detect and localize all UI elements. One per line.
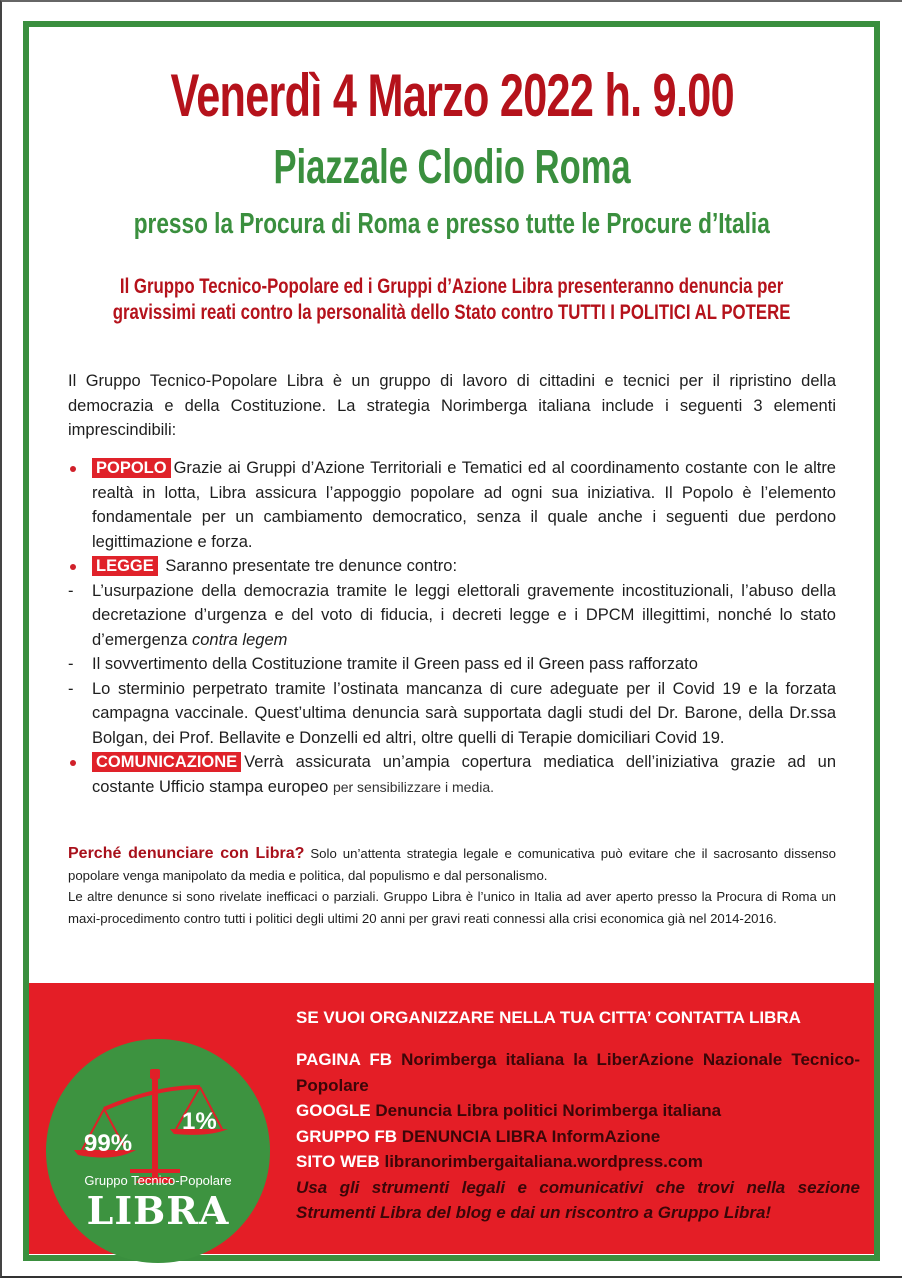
logo-left-pan: 99% <box>84 1130 133 1157</box>
why-text-2: Le altre denunce si sono rivelate inefficaci o parziali. Gruppo Libra è l’unico in Italia ad aver aperto presso la Procura di Roma un maxi-procedimento contro tutti i politici degli ultimi 20 anni per gravi reati connessi alla crisi economica già nel 2014-2016. <box>68 889 836 926</box>
contact-label: SITO WEB <box>296 1152 380 1171</box>
dash-icon: - <box>68 655 74 673</box>
intro-paragraph: Il Gruppo Tecnico-Popolare Libra è un gruppo di lavoro di cittadini e tecnici per il ripristino della democrazia e della Costituzione. La strategia Norimberga italiana include i seguenti 3 elementi imprescindibili: <box>68 372 836 439</box>
contact-label: GOOGLE <box>296 1101 371 1120</box>
call-to-action: Usa gli strumenti legali e comunicativi che trovi nella sezione Strumenti Libra del blog e dai un riscontro a Gruppo Libra! <box>296 1177 860 1222</box>
contact-value[interactable]: Norimberga italiana la LiberAzione Nazionale Tecnico-Popolare <box>296 1050 860 1095</box>
event-place: Piazzale Clodio Roma <box>273 141 631 194</box>
legge-text: Saranno presentate tre denunce contro: <box>165 557 458 575</box>
libra-logo <box>44 1037 272 1265</box>
elements-list <box>68 456 836 799</box>
logo-right-pan: 1% <box>182 1108 217 1135</box>
sub-item-text: Il sovvertimento della Costituzione tramite il Green pass ed il Green pass rafforzato <box>92 655 698 673</box>
sub-item-italic: contra legem <box>191 630 288 649</box>
why-lead: Perché denunciare con Libra? <box>68 845 305 862</box>
announcement-line-1: Il Gruppo Tecnico-Popolare ed i Gruppi d’Azione Libra presenteranno denuncia per <box>120 275 784 298</box>
sub-item-text: L’usurpazione della democrazia tramite le leggi elettorali gravemente incostituzionali, l’abuso della decretazione d’urgenza e del voto di fiducia, i decreti legge e i DPCM illegittimi, nonché lo stato d’emergenza <box>92 581 836 649</box>
announcement-line-2: gravissimi reati contro la personalità dello Stato contro TUTTI I POLITICI AL POTERE <box>113 301 791 324</box>
sub-item <box>68 677 836 751</box>
comunicazione-note: per sensibilizzare i media. <box>332 778 495 795</box>
contact-label: GRUPPO FB <box>296 1126 398 1146</box>
comunicazione-text: Verrà assicurata un’ampia copertura mediatica dell’iniziativa grazie ad un costante Ufficio stampa europeo <box>92 753 836 796</box>
bullet-icon <box>70 760 76 766</box>
contact-row-google <box>296 1098 860 1124</box>
tag-legge: LEGGE <box>92 556 158 576</box>
logo-name: LIBRA <box>86 1188 230 1233</box>
list-item-popolo <box>68 456 836 554</box>
event-subtitle: presso la Procura di Roma e presso tutte le Procure d’Italia <box>133 208 771 240</box>
bullet-icon <box>70 564 76 570</box>
sub-item-text: Lo sterminio perpetrato tramite l’ostinata mancanza di cure adeguate per il Covid 19 e la forzata campagna vaccinale. Quest’ultima denuncia sarà supportata dagli studi del Dr. Barone, della Dr.ssa Bolgan, dei Prof. Bellavite e Donzelli ed altri, oltre quelli di Terapie domiciliari Covid 19. <box>92 679 836 747</box>
list-item-legge <box>68 554 836 579</box>
dash-icon: - <box>68 679 74 698</box>
why-section <box>68 843 836 929</box>
contact-row-facebook-group <box>296 1124 860 1150</box>
tag-popolo: POPOLO <box>92 458 171 478</box>
contact-row-website <box>296 1149 860 1175</box>
contact-row-facebook-page <box>296 1047 860 1098</box>
contact-value[interactable]: DENUNCIA LIBRA InformAzione <box>401 1126 661 1146</box>
bullet-icon <box>70 466 76 472</box>
event-date-time: Venerdì 4 Marzo 2022 h. 9.00 <box>170 62 734 129</box>
popolo-text: Grazie ai Gruppi d’Azione Territoriali e Tematici ed al coordinamento costante con le altre realtà in lotta, Libra assicura l’appoggio popolare ad ogni sua iniziativa. Il Popolo è l’elemento fondamentale per un cambiamento democratico, senza il quale anche i seguenti due perdono legittimazione e forza. <box>92 459 836 551</box>
contact-heading: SE VUOI ORGANIZZARE NELLA TUA CITTA’ CONTATTA LIBRA <box>296 1008 801 1027</box>
website-link[interactable]: libranorimbergaitaliana.wordpress.com <box>384 1152 703 1171</box>
contact-info <box>296 1004 860 1226</box>
sub-item <box>68 652 836 677</box>
contact-value[interactable]: Denuncia Libra politici Norimberga italiana <box>375 1101 722 1120</box>
contact-label: PAGINA FB <box>296 1050 392 1069</box>
list-item-comunicazione <box>68 750 836 799</box>
announcement <box>0 274 904 326</box>
contact-rows <box>296 1047 860 1226</box>
logo-group: Gruppo Tecnico-Popolare <box>84 1173 232 1188</box>
tag-comunicazione: COMUNICAZIONE <box>92 752 241 772</box>
why-text-1: Solo un’attenta strategia legale e comunicativa può evitare che il sacrosanto dissenso popolare venga manipolato da media e politica, dal populismo e dal personalismo. <box>68 846 836 883</box>
dash-icon: - <box>68 581 74 600</box>
sub-item <box>68 579 836 653</box>
